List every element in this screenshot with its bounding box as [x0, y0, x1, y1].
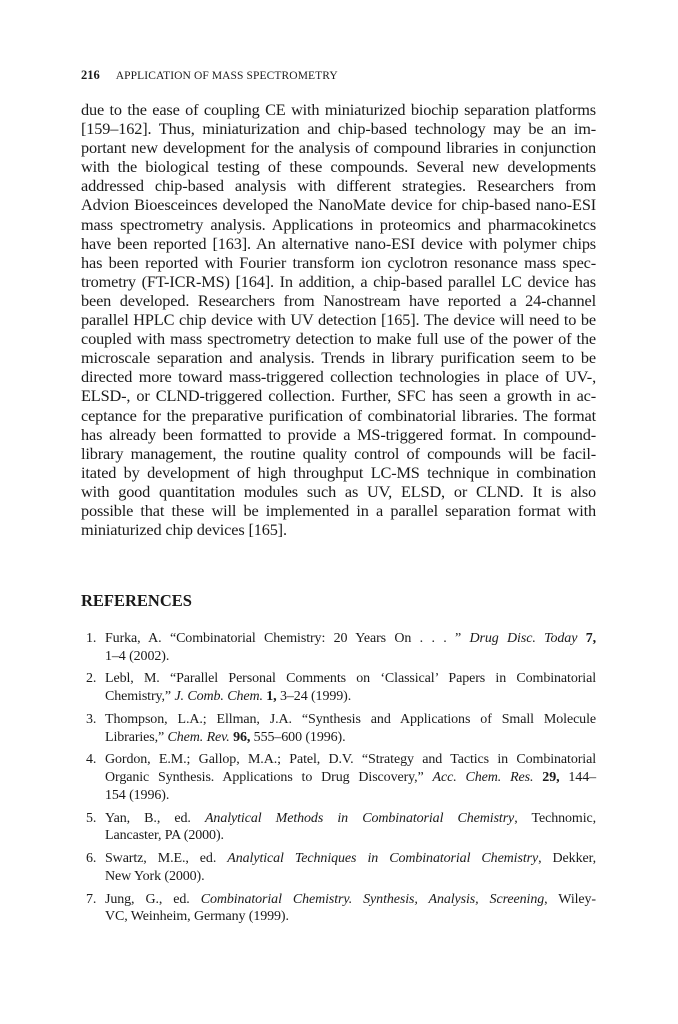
reference-item — [81, 711, 596, 746]
reference-source-title: J. Comb. Chem. — [174, 689, 263, 705]
reference-text: Chemistry,” — [105, 689, 175, 705]
reference-source-title: Analytical Techniques in Combinatorial Chemistry — [227, 851, 539, 867]
reference-text — [577, 631, 585, 646]
reference-volume: 29, — [542, 770, 560, 786]
reference-line — [105, 868, 596, 886]
reference-source-title: Combinatorial Chemistry. Synthesis, Analysis, Screening — [200, 891, 545, 907]
reference-line — [105, 850, 596, 868]
body-line: possible that these will be implemented in a parallel separation format with — [81, 500, 596, 520]
reference-source-title: Drug Disc. Today — [469, 631, 578, 646]
body-line: portant new development for the analysis of compound libraries in conjunction — [81, 138, 596, 158]
reference-text: Swartz, M.E., ed. — [105, 851, 228, 867]
body-line: microscale separation and analysis. Trends in library purification seem to be — [81, 348, 596, 368]
body-line: miniaturized chip devices [165]. — [81, 520, 287, 540]
reference-text: New York (2000). — [105, 868, 205, 884]
reference-line — [105, 729, 596, 747]
reference-number: 2. — [86, 671, 97, 687]
reference-item — [81, 850, 596, 885]
reference-text: Libraries,” — [105, 729, 168, 745]
reference-item — [81, 670, 596, 705]
reference-text: Lebl, M. “Parallel Personal Comments on ‘Classical’ Papers in Combinatorial — [105, 671, 596, 687]
running-head — [81, 67, 338, 84]
reference-line — [105, 630, 596, 648]
body-line: mass spectrometry analysis. Applications in proteomics and pharmacokinetcs — [81, 214, 596, 234]
reference-text: , Technomic, — [514, 810, 596, 826]
running-title: APPLICATION OF MASS SPECTROMETRY — [115, 70, 338, 82]
reference-line — [105, 711, 596, 729]
reference-line — [105, 810, 596, 828]
body-line: ELSD-, or CLND-triggered collection. Further, SFC has seen a growth in ac- — [81, 386, 596, 406]
reference-volume: 7, — [585, 631, 597, 646]
reference-source-title: Analytical Methods in Combinatorial Chemistry — [204, 810, 515, 826]
reference-number: 4. — [86, 752, 97, 768]
reference-text: 1–4 (2002). — [105, 648, 170, 664]
reference-number: 7. — [86, 891, 97, 907]
reference-text: 144– — [559, 770, 596, 786]
reference-text: Yan, B., ed. — [105, 810, 205, 826]
reference-text: 555–600 (1996). — [250, 729, 346, 745]
reference-line — [105, 751, 596, 769]
reference-text: , Dekker, — [538, 851, 596, 867]
reference-item — [81, 810, 596, 845]
body-line: library management, the routine quality control of compounds will be facil- — [81, 443, 596, 463]
reference-text: Jung, G., ed. — [105, 891, 201, 907]
reference-text — [533, 770, 542, 785]
reference-text: VC, Weinheim, Germany (1999). — [105, 909, 289, 925]
reference-text: Furka, A. “Combinatorial Chemistry: 20 Years On . . . ” — [105, 631, 470, 646]
body-line: have been reported [163]. An alternative nano-ESI device with polymer chips — [81, 233, 596, 253]
reference-line — [105, 648, 596, 666]
reference-text: , Wiley- — [544, 891, 596, 907]
body-line: parallel HPLC chip device with UV detection [165]. The device will need to be — [81, 310, 596, 330]
reference-text: Organic Synthesis. Applications to Drug Discovery,” — [105, 770, 433, 786]
body-line: directed more toward mass-triggered collection technologies in place of UV-, — [81, 367, 596, 387]
reference-line — [105, 908, 596, 926]
body-line: trometry (FT-ICR-MS) [164]. In addition, a chip-based parallel LC device has — [81, 271, 596, 291]
reference-text: Gordon, E.M.; Gallop, M.A.; Patel, D.V. “Strategy and Tactics in Combinatorial — [105, 752, 596, 768]
reference-line — [105, 688, 596, 706]
body-line: been developed. Researchers from Nanostream have reported a 24-channel — [81, 290, 596, 310]
reference-number: 6. — [86, 851, 97, 867]
reference-line — [105, 769, 596, 787]
reference-item — [81, 630, 596, 665]
body-line: coupled with mass spectrometry detection to make full use of the power of the — [81, 329, 596, 349]
body-line: itated by development of high throughput LC-MS technique in combination — [81, 462, 596, 482]
reference-number: 3. — [86, 711, 97, 727]
reference-volume: 96, — [233, 729, 251, 745]
reference-line — [105, 670, 596, 688]
body-line: due to the ease of coupling CE with miniaturized biochip separation platforms — [81, 100, 596, 119]
reference-line — [105, 891, 596, 909]
reference-text: Thompson, L.A.; Ellman, J.A. “Synthesis and Applications of Small Molecule — [105, 711, 596, 727]
body-line: [159–162]. Thus, miniaturization and chip-based technology may be an im- — [81, 119, 596, 139]
reference-text: 154 (1996). — [105, 787, 170, 803]
reference-item — [81, 751, 596, 804]
reference-source-title: Chem. Rev. — [167, 729, 230, 745]
body-line: ceptance for the preparative purification of combinatorial libraries. The format — [81, 405, 596, 425]
reference-source-title: Acc. Chem. Res. — [432, 770, 534, 786]
body-line: has already been formatted to provide a MS-triggered format. In compound- — [81, 424, 596, 444]
reference-line — [105, 787, 596, 805]
page-number: 216 — [81, 68, 100, 82]
body-line: addressed chip-based analysis with different strategies. Researchers from — [81, 176, 596, 196]
body-line: has been reported with Fourier transform ion cyclotron resonance mass spec- — [81, 252, 596, 272]
reference-text: Lancaster, PA (2000). — [105, 828, 224, 844]
reference-line — [105, 827, 596, 845]
reference-item — [81, 891, 596, 926]
references-heading: REFERENCES — [81, 591, 192, 610]
body-line: with the biological testing of these compounds. Several new developments — [81, 157, 596, 177]
body-line: Advion Bioesceinces developed the NanoMate device for chip-based nano-ESI — [81, 195, 596, 215]
reference-list — [81, 630, 596, 931]
reference-number: 5. — [86, 810, 97, 826]
reference-text: 3–24 (1999). — [276, 689, 352, 705]
reference-number: 1. — [86, 631, 97, 646]
body-paragraph — [81, 100, 596, 539]
body-line: with good quantitation modules such as UV, ELSD, or CLND. It is also — [81, 481, 596, 501]
reference-volume: 1, — [266, 689, 277, 705]
